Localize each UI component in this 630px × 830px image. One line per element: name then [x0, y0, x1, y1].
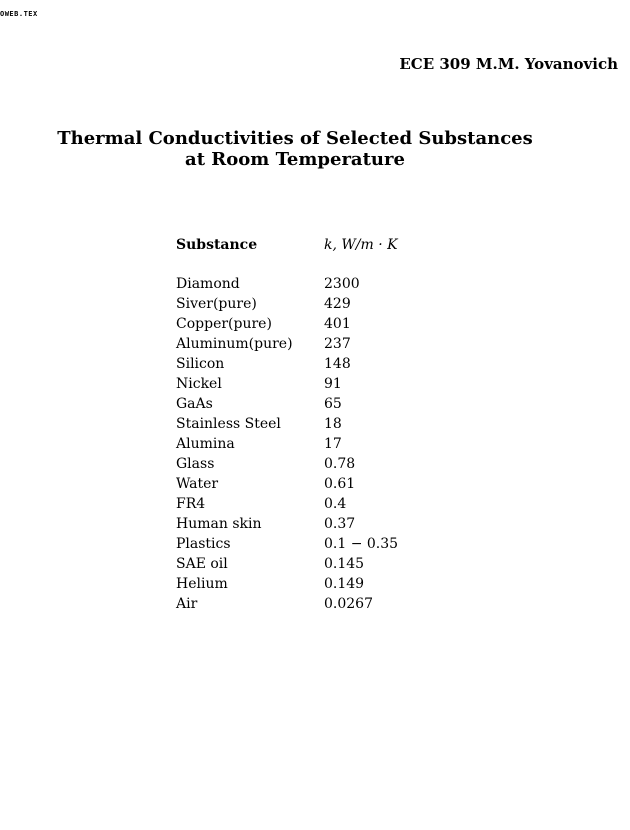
substance-cell: Helium — [176, 576, 228, 592]
table-row — [176, 274, 398, 294]
conductivity-cell: 0.149 — [324, 576, 365, 592]
substance-cell: Silicon — [176, 356, 225, 372]
table-body — [176, 256, 398, 614]
table-row — [176, 474, 398, 494]
table-row — [176, 314, 398, 334]
substance-cell: Human skin — [176, 516, 262, 532]
table-row — [176, 574, 398, 594]
conductivity-cell: 0.61 — [324, 476, 356, 492]
conductivity-cell: 429 — [324, 296, 351, 312]
conductivity-cell: 0.0267 — [324, 596, 373, 612]
conductivity-cell: 0.1 − 0.35 — [324, 536, 399, 552]
table-row — [176, 514, 398, 534]
table-row — [176, 494, 398, 514]
table-row — [176, 354, 398, 374]
table-row — [176, 434, 398, 454]
conductivity-cell: 401 — [324, 316, 351, 332]
conductivity-cell: 0.78 — [324, 456, 356, 472]
substance-cell: Diamond — [176, 276, 240, 292]
substance-cell: Nickel — [176, 376, 222, 392]
conductivity-cell: 18 — [324, 416, 342, 432]
substance-cell: FR4 — [176, 496, 206, 512]
conductivity-cell: 0.145 — [324, 556, 365, 572]
substance-cell: Stainless Steel — [176, 416, 281, 432]
table-header-row — [176, 234, 398, 256]
substance-cell: Siver(pure) — [176, 296, 257, 312]
table-row — [176, 534, 398, 554]
substance-cell: Air — [176, 596, 198, 612]
conductivity-cell: 2300 — [324, 276, 360, 292]
substance-cell: Alumina — [176, 436, 235, 452]
substance-cell: Copper(pure) — [176, 316, 272, 332]
substance-cell: Aluminum(pure) — [176, 336, 293, 352]
column-header-substance: Substance — [176, 237, 258, 253]
substance-cell: GaAs — [176, 396, 213, 412]
substance-cell: Water — [176, 476, 219, 492]
table-row — [176, 454, 398, 474]
substance-cell: Glass — [176, 456, 215, 472]
table-row — [176, 294, 398, 314]
column-header-conductivity: k, W/m · K — [324, 237, 398, 253]
page-title — [30, 128, 560, 170]
substance-cell: Plastics — [176, 536, 231, 552]
conductivity-cell: 65 — [324, 396, 342, 412]
course-header: ECE 309 M.M. Yovanovich — [399, 55, 618, 73]
table-row — [176, 394, 398, 414]
conductivity-table — [176, 234, 398, 614]
conductivity-cell: 148 — [324, 356, 351, 372]
conductivity-cell: 0.37 — [324, 516, 356, 532]
table-row — [176, 414, 398, 434]
table-row — [176, 594, 398, 614]
conductivity-cell: 91 — [324, 376, 342, 392]
file-tag: OWEB.TEX — [0, 10, 38, 18]
conductivity-cell: 237 — [324, 336, 351, 352]
title-line-2: at Room Temperature — [185, 149, 405, 170]
table-spacer — [176, 256, 398, 274]
conductivity-cell: 0.4 — [324, 496, 347, 512]
table-row — [176, 554, 398, 574]
title-line-1: Thermal Conductivities of Selected Substances — [57, 128, 533, 149]
substance-cell: SAE oil — [176, 556, 228, 572]
table-row — [176, 334, 398, 354]
conductivity-cell: 17 — [324, 436, 342, 452]
table-row — [176, 374, 398, 394]
